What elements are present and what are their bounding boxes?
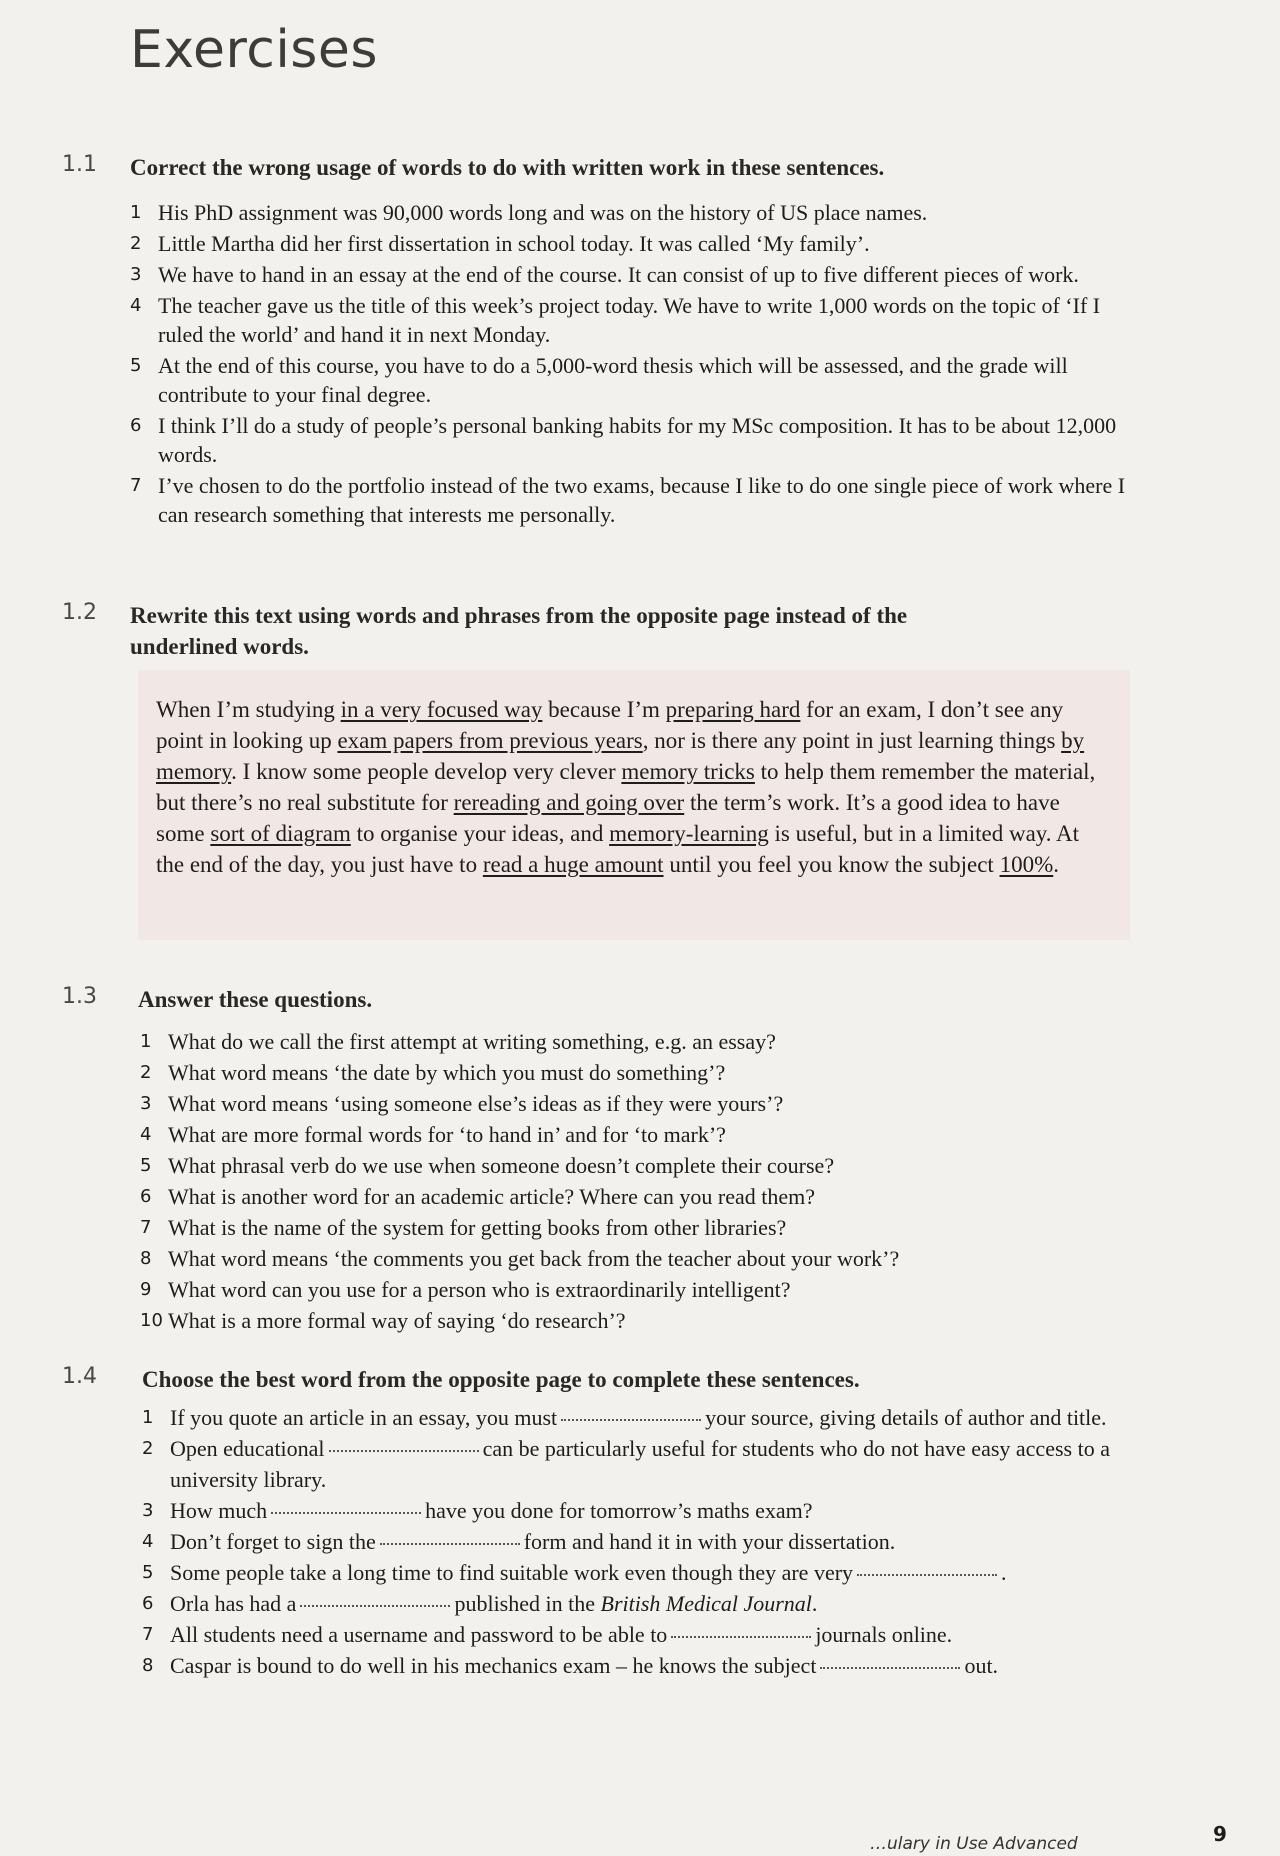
list-item [130, 291, 1140, 349]
list-item [142, 1619, 1132, 1650]
exercise-instruction: Choose the best word from the opposite page to complete these sentences. [142, 1367, 860, 1392]
item-text: can be particularly useful for students who do not have easy access to a university library. [170, 1436, 1110, 1492]
item-number: 3 [142, 1500, 154, 1521]
text-segment: until you feel you know the subject [663, 852, 1000, 877]
item-number: 7 [142, 1624, 154, 1645]
item-text: have you done for tomorrow’s maths exam? [425, 1498, 813, 1523]
item-text: What word means ‘the comments you get back from the teacher about your work’? [168, 1246, 900, 1271]
item-text: I’ve chosen to do the portfolio instead of the two exams, because I like to do one single piece of work where I can research something that interests me personally. [158, 473, 1126, 527]
exercise-number: 1.2 [62, 600, 97, 625]
text-segment: is useful, but in a limited way. At the end of the day, you just have to [156, 821, 1080, 877]
item-text: All students need a username and password to be able to [170, 1622, 668, 1647]
item-number: 9 [140, 1279, 152, 1300]
list-item [130, 260, 1140, 289]
item-number: 8 [142, 1655, 154, 1676]
item-text: Some people take a long time to find suitable work even though they are very [170, 1560, 854, 1585]
item-text: your source, giving details of author and title. [705, 1405, 1107, 1430]
item-text: His PhD assignment was 90,000 words long and was on the history of US place names. [158, 200, 928, 225]
list-item [140, 1026, 1150, 1057]
underlined-phrase: preparing hard [665, 697, 801, 722]
item-text: What word can you use for a person who is extraordinarily intelligent? [168, 1277, 791, 1302]
text-segment: the term’s work. It’s a good idea to have some [156, 790, 1060, 846]
item-number: 10 [140, 1310, 163, 1331]
underlined-phrase: in a very focused way [340, 697, 543, 722]
exercise-instruction: Rewrite this text using words and phrases from the opposite page instead of the underlined words. [130, 603, 908, 659]
item-text: What are more formal words for ‘to hand in’ and for ‘to mark’? [168, 1122, 726, 1147]
item-text: journals online. [815, 1622, 953, 1647]
item-number: 2 [140, 1062, 152, 1083]
list-item [142, 1495, 1132, 1526]
item-text: . [811, 1591, 818, 1616]
item-number: 5 [142, 1562, 154, 1583]
answer-blank[interactable] [380, 1543, 520, 1545]
item-text: The teacher gave us the title of this week’s project today. We have to write 1,000 words on the topic of ‘If I ruled the world’ and hand it in next Monday. [158, 293, 1101, 347]
exercise-instruction: Correct the wrong usage of words to do with written work in these sentences. [130, 155, 885, 180]
list-item [140, 1088, 1150, 1119]
list-item [130, 229, 1140, 258]
underlined-phrase: memory-learning [609, 821, 769, 846]
list-item [142, 1650, 1132, 1681]
item-number: 4 [140, 1124, 152, 1145]
list-item [140, 1181, 1150, 1212]
page-title: Exercises [130, 20, 378, 80]
underlined-phrase: read a huge amount [482, 852, 664, 877]
item-text: I think I’ll do a study of people’s personal banking habits for my MSc composition. It has to be about 12,000 words. [158, 413, 1117, 467]
underlined-phrase: memory tricks [621, 759, 755, 784]
list-item [140, 1119, 1150, 1150]
list-item [142, 1526, 1132, 1557]
item-number: 6 [130, 415, 142, 436]
answer-blank[interactable] [820, 1667, 960, 1669]
item-number: 2 [142, 1438, 154, 1459]
underlined-phrase: sort of diagram [210, 821, 351, 846]
item-number: 2 [130, 233, 142, 254]
answer-blank[interactable] [857, 1574, 997, 1576]
list-item [130, 198, 1140, 227]
exercise-number: 1.1 [62, 152, 97, 177]
item-number: 1 [142, 1407, 154, 1428]
item-text: out. [964, 1653, 999, 1678]
exercise-1-4-items [142, 1402, 1132, 1681]
item-number: 6 [142, 1593, 154, 1614]
item-number: 4 [130, 295, 142, 316]
list-item [140, 1274, 1150, 1305]
item-number: 5 [140, 1155, 152, 1176]
text-segment: because I’m [542, 697, 666, 722]
text-segment: . I know some people develop very clever [231, 759, 622, 784]
item-text: If you quote an article in an essay, you must [170, 1405, 558, 1430]
list-item [142, 1588, 1132, 1619]
exercise-1-3-items [140, 1026, 1150, 1336]
item-number: 8 [140, 1248, 152, 1269]
text-segment: , nor is there any point in just learning things [642, 728, 1062, 753]
item-text: What do we call the first attempt at writing something, e.g. an essay? [168, 1029, 776, 1054]
item-text: What word means ‘the date by which you must do something’? [168, 1060, 726, 1085]
answer-blank[interactable] [561, 1419, 701, 1421]
book-title-footer: …ulary in Use Advanced [870, 1834, 1078, 1854]
underlined-phrase: 100% [999, 852, 1054, 877]
text-segment: to help them remember the material, but there’s no real substitute for [156, 759, 1096, 815]
underlined-phrase: rereading and going over [453, 790, 685, 815]
exercise-instruction: Answer these questions. [138, 987, 373, 1012]
list-item [142, 1402, 1132, 1433]
item-text: Don’t forget to sign the [170, 1529, 376, 1554]
item-number: 6 [140, 1186, 152, 1207]
item-number: 7 [140, 1217, 152, 1238]
list-item [142, 1433, 1132, 1495]
list-item [140, 1243, 1150, 1274]
item-text: What word means ‘using someone else’s ideas as if they were yours’? [168, 1091, 784, 1116]
item-number: 4 [142, 1531, 154, 1552]
item-text: What phrasal verb do we use when someone doesn’t complete their course? [168, 1153, 835, 1178]
list-item [140, 1150, 1150, 1181]
list-item [130, 411, 1140, 469]
list-item [130, 471, 1140, 529]
text-segment: . [1053, 852, 1059, 877]
item-text: What is the name of the system for getting books from other libraries? [168, 1215, 787, 1240]
list-item [140, 1212, 1150, 1243]
item-number: 7 [130, 475, 142, 496]
list-item [130, 351, 1140, 409]
text-segment: for an exam, I don’t see any point in looking up [156, 697, 1064, 753]
item-text: . [1001, 1560, 1007, 1585]
item-text: Orla has had a [170, 1591, 297, 1616]
item-number: 1 [130, 202, 142, 223]
list-item [140, 1305, 1150, 1336]
text-segment: When I’m studying [156, 697, 341, 722]
underlined-phrase: by memory [156, 728, 1085, 784]
page-number: 9 [1213, 1822, 1227, 1846]
text-segment: to organise your ideas, and [350, 821, 610, 846]
exercise-1-1-items [130, 198, 1140, 531]
item-text: Little Martha did her first dissertation in school today. It was called ‘My family’. [158, 231, 870, 256]
item-text: We have to hand in an essay at the end of the course. It can consist of up to five different pieces of work. [158, 262, 1079, 287]
item-text: Caspar is bound to do well in his mechanics exam – he knows the subject [170, 1653, 817, 1678]
item-text: At the end of this course, you have to do a 5,000-word thesis which will be assessed, and the grade will contribute to your final degree. [158, 353, 1068, 407]
list-item [142, 1557, 1132, 1588]
item-number: 5 [130, 355, 142, 376]
underlined-phrase: exam papers from previous years [337, 728, 643, 753]
item-text-italic: British Medical Journal [600, 1591, 812, 1616]
item-text: form and hand it in with your dissertation. [523, 1529, 896, 1554]
exercise-number: 1.4 [62, 1364, 97, 1389]
item-number: 3 [140, 1093, 152, 1114]
answer-blank[interactable] [271, 1512, 421, 1514]
item-number: 1 [140, 1031, 152, 1052]
rewrite-text-box [138, 670, 1130, 940]
list-item [140, 1057, 1150, 1088]
item-text: How much [170, 1498, 268, 1523]
item-text: What is a more formal way of saying ‘do research’? [168, 1308, 626, 1333]
item-text: published in the [454, 1591, 595, 1616]
answer-blank[interactable] [329, 1450, 479, 1452]
item-text: Open educational [170, 1436, 325, 1461]
rewrite-text [156, 694, 1106, 880]
item-text: What is another word for an academic article? Where can you read them? [168, 1184, 816, 1209]
answer-blank[interactable] [671, 1636, 811, 1638]
answer-blank[interactable] [300, 1605, 450, 1607]
exercise-number: 1.3 [62, 984, 97, 1009]
item-number: 3 [130, 264, 142, 285]
